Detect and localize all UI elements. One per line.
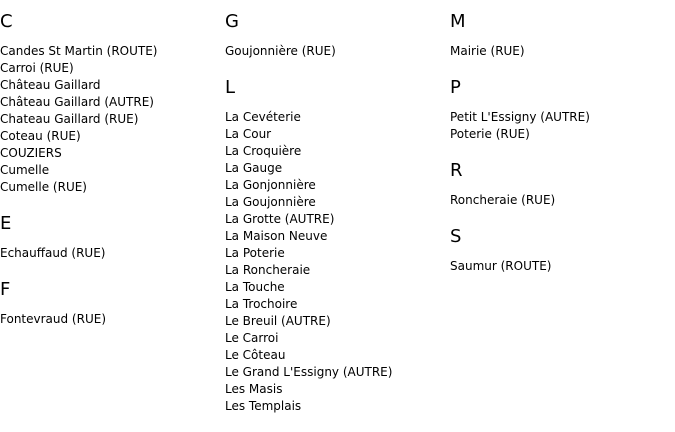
letter-heading: F — [0, 279, 11, 300]
street-link[interactable]: Roncheraie (RUE) — [450, 193, 556, 207]
letter-group — [0, 214, 225, 262]
directory-column-2 — [225, 12, 450, 415]
street-link[interactable]: Cumelle (RUE) — [0, 180, 87, 194]
street-list — [450, 258, 675, 275]
street-link[interactable]: Carroi (RUE) — [0, 61, 74, 75]
street-link[interactable]: Château Gaillard — [0, 78, 101, 92]
street-link[interactable]: La Maison Neuve — [225, 229, 328, 243]
letter-heading: E — [0, 213, 12, 234]
street-link[interactable]: Echauffaud (RUE) — [0, 246, 106, 260]
letter-group — [450, 161, 675, 209]
letter-group — [0, 12, 225, 196]
street-link[interactable]: La Cour — [225, 127, 272, 141]
street-list — [225, 109, 450, 415]
street-link[interactable]: Poterie (RUE) — [450, 127, 530, 141]
street-link[interactable]: Goujonnière (RUE) — [225, 44, 336, 58]
letter-heading: G — [225, 11, 239, 32]
letter-heading: R — [450, 160, 463, 181]
street-link[interactable]: Chateau Gaillard (RUE) — [0, 112, 139, 126]
street-link[interactable]: Petit L'Essigny (AUTRE) — [450, 110, 590, 124]
street-link[interactable]: Le Breuil (AUTRE) — [225, 314, 331, 328]
street-link[interactable]: La Goujonnière — [225, 195, 316, 209]
letter-group — [450, 78, 675, 143]
directory-column-3 — [450, 12, 675, 275]
street-list — [0, 245, 225, 262]
street-link[interactable]: Mairie (RUE) — [450, 44, 525, 58]
street-link[interactable]: Cumelle — [0, 163, 50, 177]
letter-group — [0, 280, 225, 328]
letter-group — [450, 227, 675, 275]
street-link[interactable]: Les Templais — [225, 399, 302, 413]
street-link[interactable]: Fontevraud (RUE) — [0, 312, 107, 326]
directory-column-1 — [0, 12, 225, 328]
letter-group — [450, 12, 675, 60]
street-list — [450, 43, 675, 60]
street-link[interactable]: La Roncheraie — [225, 263, 311, 277]
letter-heading: M — [450, 11, 466, 32]
street-link[interactable]: Le Carroi — [225, 331, 279, 345]
street-list — [0, 43, 225, 196]
letter-group — [225, 78, 450, 415]
letter-heading: L — [225, 77, 236, 98]
street-list — [0, 311, 225, 328]
letter-heading: C — [0, 11, 13, 32]
street-link[interactable]: La Croquière — [225, 144, 302, 158]
street-link[interactable]: La Gauge — [225, 161, 283, 175]
street-list — [450, 109, 675, 143]
street-link[interactable]: La Poterie — [225, 246, 285, 260]
street-list — [450, 192, 675, 209]
street-link[interactable]: Le Grand L'Essigny (AUTRE) — [225, 365, 393, 379]
street-link[interactable]: La Gonjonnière — [225, 178, 316, 192]
street-list — [225, 43, 450, 60]
letter-heading: P — [450, 77, 461, 98]
street-link[interactable]: La Grotte (AUTRE) — [225, 212, 335, 226]
letter-heading: S — [450, 226, 462, 247]
street-link[interactable]: La Trochoire — [225, 297, 298, 311]
street-link[interactable]: Saumur (ROUTE) — [450, 259, 552, 273]
street-link[interactable]: La Cevéterie — [225, 110, 301, 124]
letter-group — [225, 12, 450, 60]
street-link[interactable]: COUZIERS — [0, 146, 62, 160]
street-link[interactable]: Coteau (RUE) — [0, 129, 81, 143]
street-link[interactable]: Château Gaillard (AUTRE) — [0, 95, 154, 109]
street-link[interactable]: Le Côteau — [225, 348, 286, 362]
street-link[interactable]: Candes St Martin (ROUTE) — [0, 44, 158, 58]
street-link[interactable]: La Touche — [225, 280, 285, 294]
street-link[interactable]: Les Masis — [225, 382, 283, 396]
